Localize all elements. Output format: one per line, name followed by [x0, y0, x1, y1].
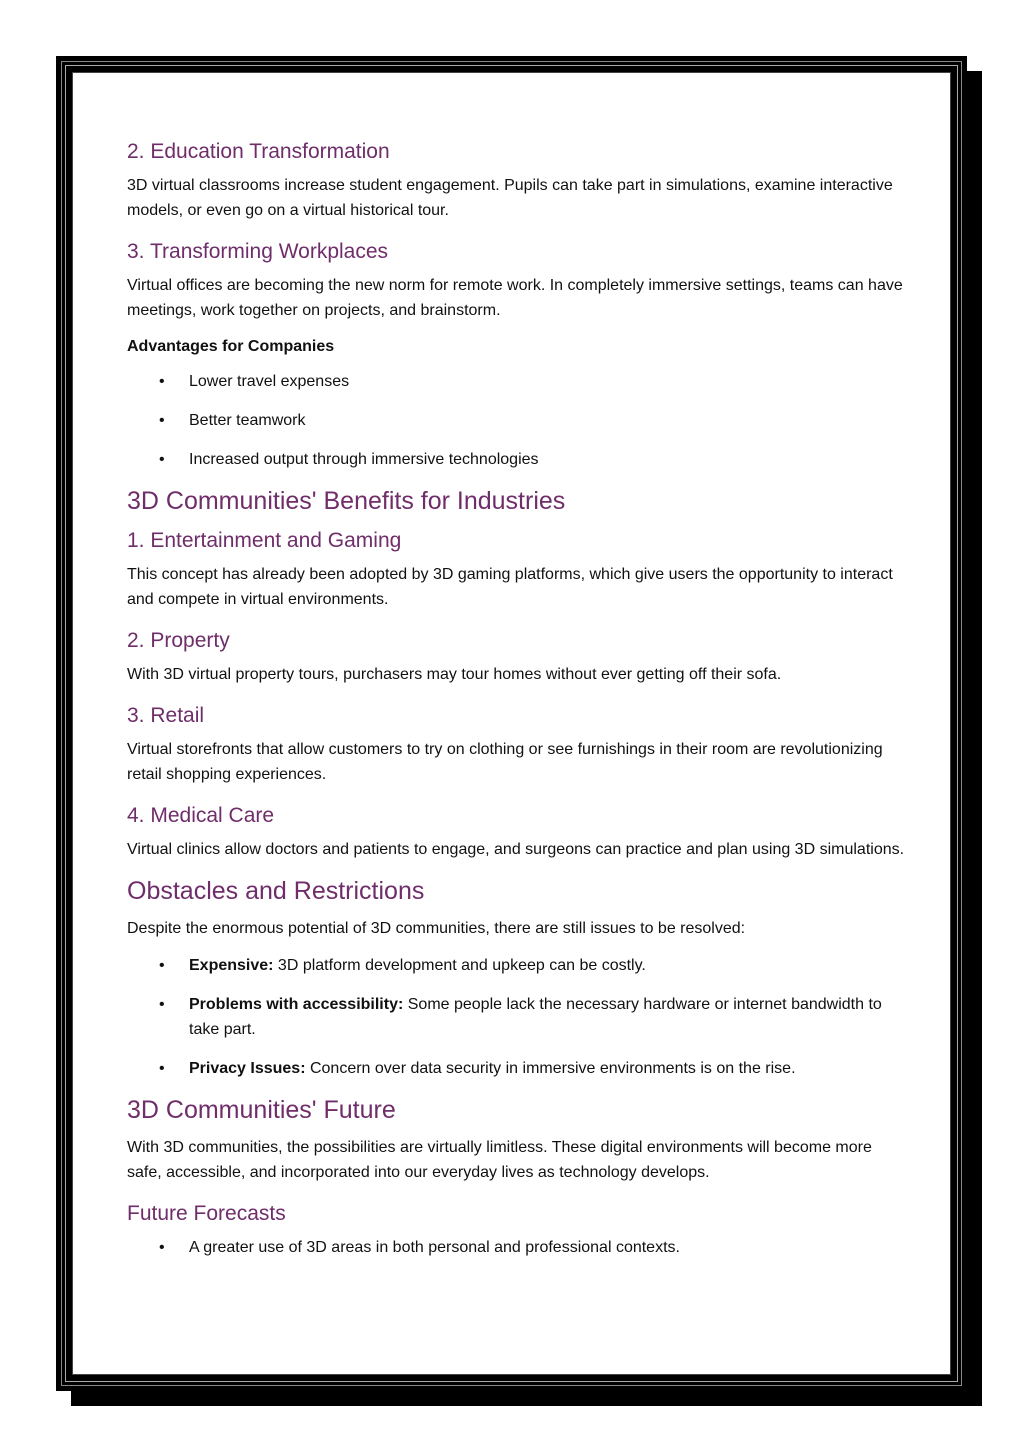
list-item: [127, 953, 907, 978]
list-item-label: Problems with accessibility:: [189, 996, 404, 1013]
medical-paragraph: Virtual clinics allow doctors and patients to engage, and surgeons can practice and plan using 3D simulations.: [127, 841, 905, 858]
bullet-icon: •: [159, 957, 165, 974]
education-heading: 2. Education Transformation: [127, 140, 390, 163]
workplaces-heading: 3. Transforming Workplaces: [127, 240, 389, 263]
industries-heading: 3D Communities' Benefits for Industries: [127, 487, 566, 515]
list-item-text: Lower travel expenses: [189, 373, 350, 390]
list-item-text: Better teamwork: [189, 412, 306, 429]
future-paragraph: With 3D communities, the possibilities are virtually limitless. These digital environments will become more safe, accessible, and incorporated into our everyday lives as technology develops.: [127, 1139, 872, 1181]
list-item: [127, 1235, 907, 1260]
bullet-icon: •: [159, 1239, 165, 1256]
entertainment-paragraph: This concept has already been adopted by 3D gaming platforms, which give users the opportunity to interact and compete in virtual environments.: [127, 566, 893, 608]
list-item: [127, 447, 907, 472]
list-item-label: Expensive:: [189, 957, 274, 974]
list-item-text: A greater use of 3D areas in both personal and professional contexts.: [189, 1239, 680, 1256]
list-item-text: Increased output through immersive technologies: [189, 451, 539, 468]
bullet-icon: •: [159, 996, 165, 1013]
forecasts-list: [127, 1235, 907, 1260]
obstacles-intro: Despite the enormous potential of 3D communities, there are still issues to be resolved:: [127, 920, 746, 937]
list-item: [127, 992, 907, 1042]
page: [72, 72, 951, 1375]
list-item: [127, 408, 907, 433]
list-item-text: Some people lack the necessary hardware or internet bandwidth to take part.: [189, 996, 882, 1038]
retail-heading: 3. Retail: [127, 704, 205, 727]
page-border: [56, 56, 967, 1391]
list-item: [127, 1056, 907, 1081]
list-item-text: 3D platform development and upkeep can be costly.: [273, 957, 646, 974]
forecasts-heading: Future Forecasts: [127, 1202, 286, 1225]
retail-paragraph: Virtual storefronts that allow customers to try on clothing or see furnishings in their room are revolutionizing retail shopping experiences.: [127, 741, 883, 783]
entertainment-heading: 1. Entertainment and Gaming: [127, 529, 402, 552]
future-heading: 3D Communities' Future: [127, 1096, 396, 1124]
bullet-icon: •: [159, 451, 165, 468]
bullet-icon: •: [159, 373, 165, 390]
bullet-icon: •: [159, 1060, 165, 1077]
document-content: [127, 139, 907, 1274]
property-paragraph: With 3D virtual property tours, purchasers may tour homes without ever getting off their sofa.: [127, 666, 782, 683]
obstacles-heading: Obstacles and Restrictions: [127, 877, 425, 905]
education-paragraph: 3D virtual classrooms increase student engagement. Pupils can take part in simulations, examine interactive models, or even go on a virtual historical tour.: [127, 177, 893, 219]
workplaces-paragraph: Virtual offices are becoming the new norm for remote work. In completely immersive settings, teams can have meetings, work together on projects, and brainstorm.: [127, 277, 903, 319]
list-item-text: Concern over data security in immersive environments is on the rise.: [305, 1060, 796, 1077]
advantages-label: Advantages for Companies: [127, 338, 335, 355]
property-heading: 2. Property: [127, 629, 230, 652]
list-item-label: Privacy Issues:: [189, 1060, 306, 1077]
medical-heading: 4. Medical Care: [127, 804, 275, 827]
list-item: [127, 369, 907, 394]
obstacles-list: [127, 953, 907, 1081]
bullet-icon: •: [159, 412, 165, 429]
advantages-list: [127, 369, 907, 472]
